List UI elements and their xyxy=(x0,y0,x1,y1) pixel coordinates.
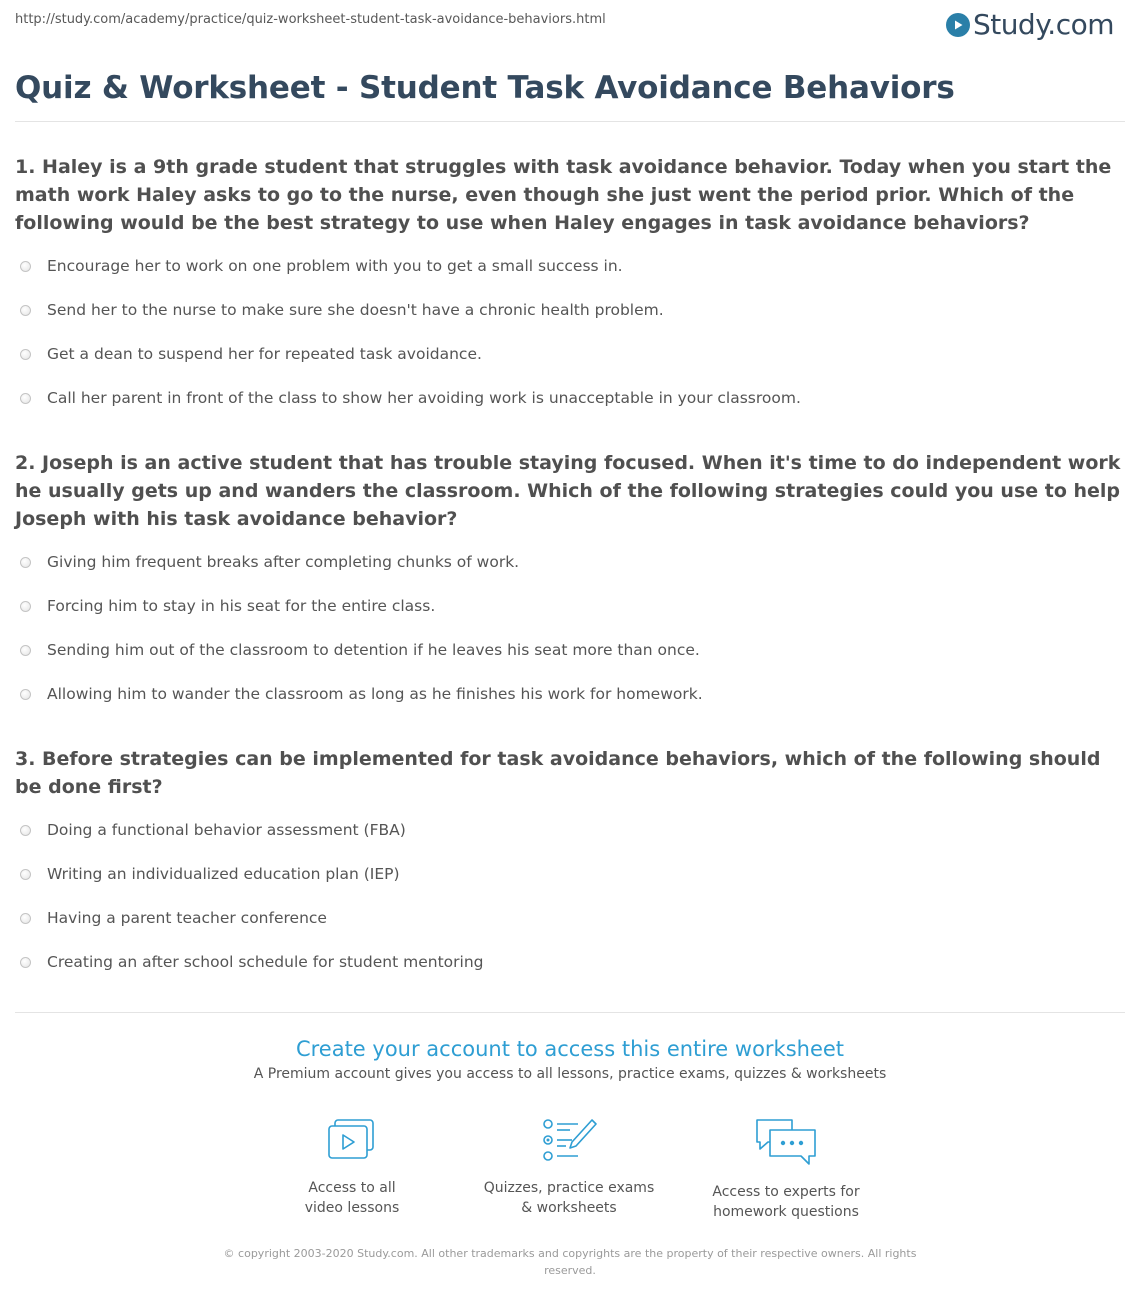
option-label: Forcing him to stay in his seat for the entire class. xyxy=(47,597,436,615)
answer-option[interactable] xyxy=(20,584,703,628)
answer-option[interactable] xyxy=(20,244,801,288)
question-3-options xyxy=(20,808,484,984)
answer-option[interactable] xyxy=(20,540,703,584)
answer-option[interactable] xyxy=(20,628,703,672)
chat-bubbles-icon xyxy=(754,1116,818,1168)
radio-icon[interactable] xyxy=(20,689,31,700)
question-3: 3. Before strategies can be implemented for task avoidance behaviors, which of the following should be done first? xyxy=(15,748,1101,798)
option-label: Writing an individualized education plan (IEP) xyxy=(47,865,400,883)
feature-label: Access to all video lessons xyxy=(304,1180,400,1216)
radio-icon[interactable] xyxy=(20,349,31,360)
radio-icon[interactable] xyxy=(20,913,31,924)
option-label: Allowing him to wander the classroom as long as he finishes his work for homework. xyxy=(47,685,703,703)
answer-option[interactable] xyxy=(20,288,801,332)
copyright-notice: © copyright 2003-2020 Study.com. All other trademarks and copyrights are the property of their respective owners. All rights reserved. xyxy=(223,1247,917,1277)
feature-label: Access to experts for homework questions xyxy=(712,1184,860,1220)
cta-divider xyxy=(15,1012,1125,1013)
radio-icon[interactable] xyxy=(20,393,31,404)
option-label: Sending him out of the classroom to detention if he leaves his seat more than once. xyxy=(47,641,700,659)
answer-option[interactable] xyxy=(20,896,484,940)
answer-option[interactable] xyxy=(20,376,801,420)
option-label: Creating an after school schedule for student mentoring xyxy=(47,953,484,971)
option-label: Encourage her to work on one problem with you to get a small success in. xyxy=(47,257,623,275)
question-1: 1. Haley is a 9th grade student that struggles with task avoidance behavior. Today when you start the math work Haley asks to go to the nurse, even though she just went the period prior. Which of the following would be the best strategy to use when Haley engages in task avoidance behaviors? xyxy=(15,156,1112,234)
option-label: Get a dean to suspend her for repeated task avoidance. xyxy=(47,345,482,363)
option-label: Giving him frequent breaks after completing chunks of work. xyxy=(47,553,520,571)
title-divider xyxy=(15,121,1125,122)
option-label: Call her parent in front of the class to show her avoiding work is unacceptable in your classroom. xyxy=(47,389,801,407)
logo-text: Study.com xyxy=(972,8,1114,41)
option-label: Doing a functional behavior assessment (FBA) xyxy=(47,821,406,839)
feature-video-lessons xyxy=(252,1116,452,1218)
page-title: Quiz & Worksheet - Student Task Avoidance Behaviors xyxy=(15,70,955,106)
radio-icon[interactable] xyxy=(20,305,31,316)
feature-quizzes xyxy=(469,1116,669,1218)
play-logo-icon xyxy=(946,13,970,37)
answer-option[interactable] xyxy=(20,672,703,716)
option-label: Send her to the nurse to make sure she doesn't have a chronic health problem. xyxy=(47,301,664,319)
radio-icon[interactable] xyxy=(20,601,31,612)
question-2: 2. Joseph is an active student that has trouble staying focused. When it's time to do independent work he usually gets up and wanders the classroom. Which of the following strategies could you use to help Joseph with his task avoidance behavior? xyxy=(15,452,1121,530)
radio-icon[interactable] xyxy=(20,869,31,880)
option-label: Having a parent teacher conference xyxy=(47,909,327,927)
radio-icon[interactable] xyxy=(20,261,31,272)
answer-option[interactable] xyxy=(20,940,484,984)
cta-subtitle: A Premium account gives you access to all lessons, practice exams, quizzes & worksheets xyxy=(253,1066,887,1082)
question-2-options xyxy=(20,540,703,716)
feature-experts xyxy=(686,1116,886,1222)
question-1-options xyxy=(20,244,801,420)
answer-option[interactable] xyxy=(20,808,484,852)
radio-icon[interactable] xyxy=(20,645,31,656)
radio-icon[interactable] xyxy=(20,957,31,968)
radio-icon[interactable] xyxy=(20,557,31,568)
video-lessons-icon xyxy=(326,1116,378,1164)
answer-option[interactable] xyxy=(20,332,801,376)
radio-icon[interactable] xyxy=(20,825,31,836)
feature-label: Quizzes, practice exams & worksheets xyxy=(483,1180,655,1216)
answer-option[interactable] xyxy=(20,852,484,896)
quiz-checklist-icon xyxy=(540,1116,598,1164)
cta-title-link[interactable]: Create your account to access this entire worksheet xyxy=(295,1037,845,1061)
page-url: http://study.com/academy/practice/quiz-worksheet-student-task-avoidance-behaviors.html xyxy=(15,12,606,27)
study-logo[interactable] xyxy=(946,8,1114,41)
